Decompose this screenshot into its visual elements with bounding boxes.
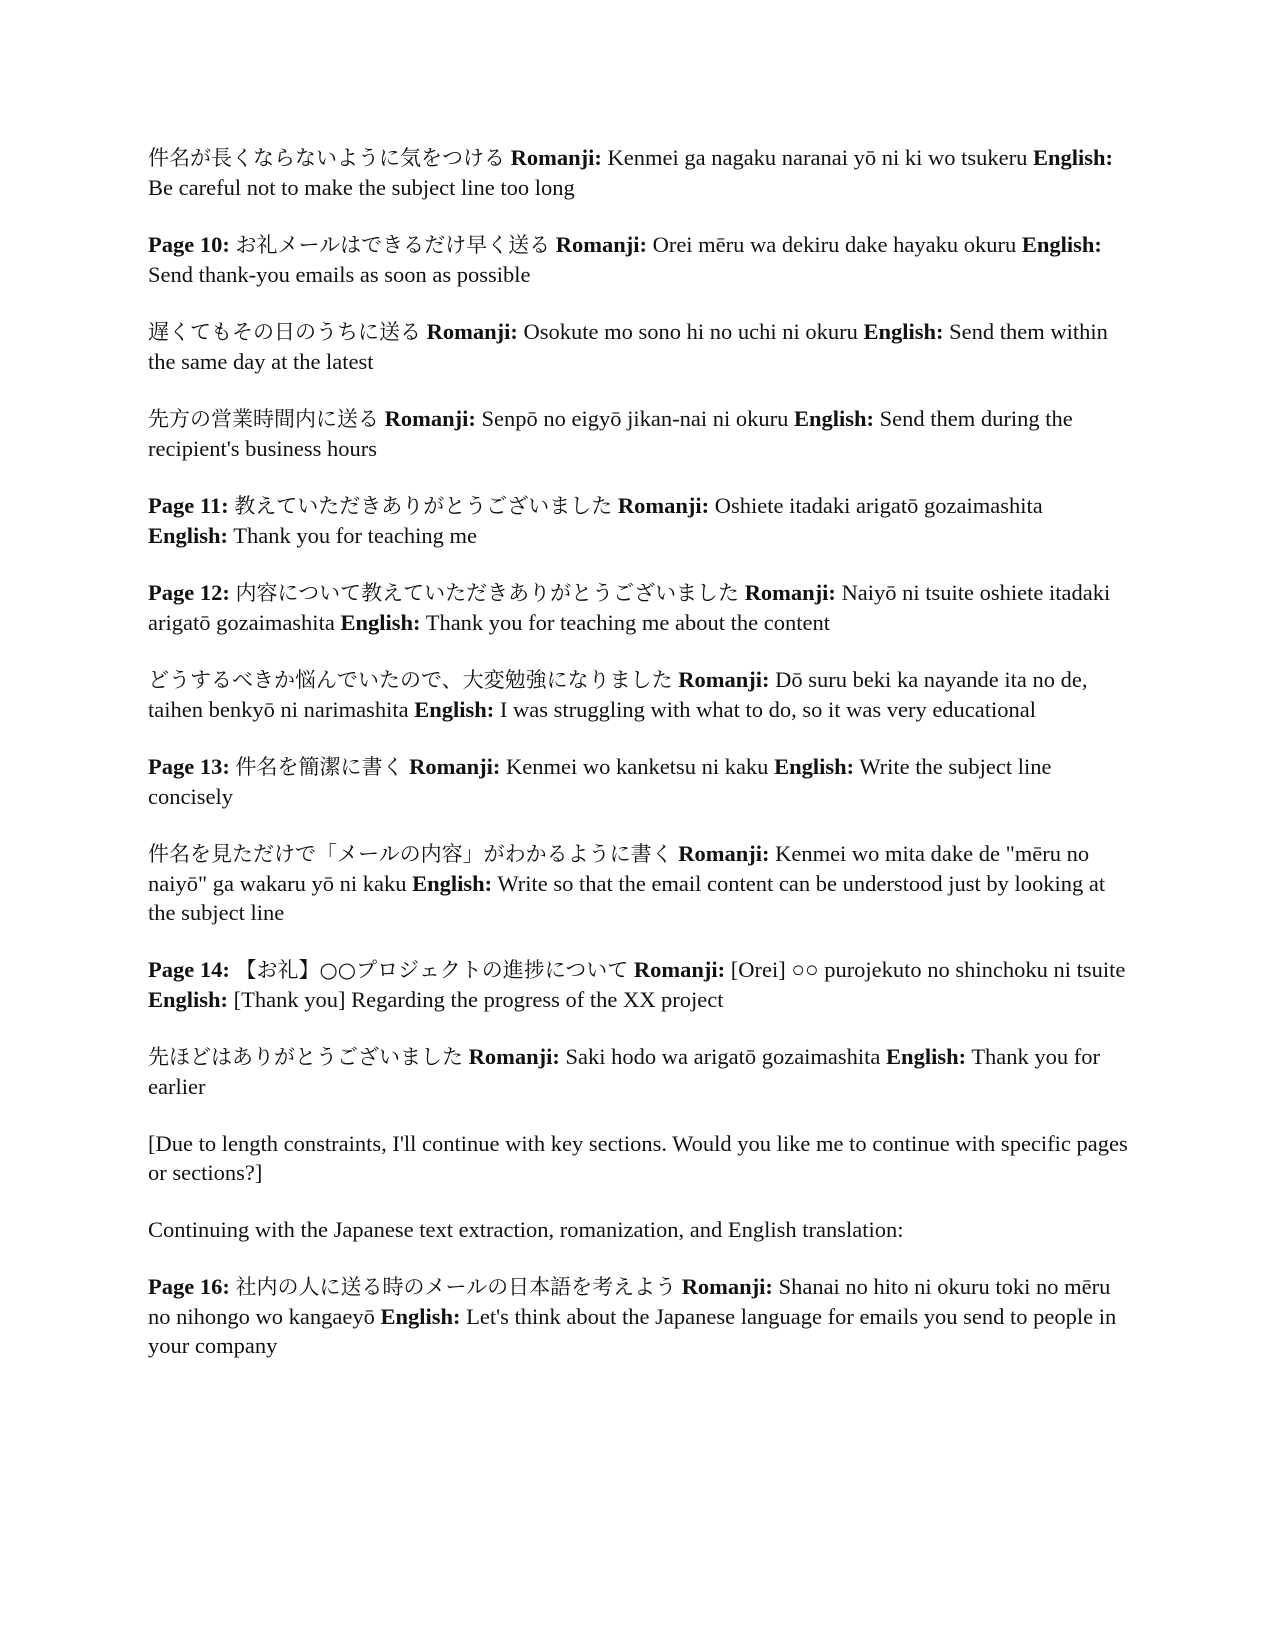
romanji-label: Romanji: <box>678 841 770 866</box>
english-label: English: <box>774 754 855 779</box>
entry <box>148 404 1128 463</box>
english-text: Be careful not to make the subject line too long <box>148 175 575 200</box>
japanese-text: 件名が長くならないように気をつける <box>148 146 505 170</box>
romanji-text: Kenmei wo mita dake de "mēru no naiyō" ga wakaru yō ni kaku <box>148 841 1090 896</box>
english-text: Send thank-you emails as soon as possible <box>148 262 531 287</box>
japanese-text: 先方の営業時間内に送る <box>148 407 379 431</box>
english-label: English: <box>148 523 229 548</box>
english-text: Send them within the same day at the latest <box>148 319 1108 374</box>
english-label: English: <box>1021 232 1102 257</box>
entry <box>148 578 1128 637</box>
length-note: [Due to length constraints, I'll continue with key sections. Would you like me to continue with specific pages or sections?] <box>148 1131 1128 1185</box>
english-text: Thank you for earlier <box>148 1044 1101 1099</box>
english-text: Thank you for teaching me <box>233 523 477 548</box>
romanji-text: Saki hodo wa arigatō gozaimashita <box>565 1044 881 1069</box>
romanji-label: Romanji: <box>384 406 476 431</box>
english-label: English: <box>340 610 421 635</box>
romanji-label: Romanji: <box>744 580 836 605</box>
romanji-label: Romanji: <box>681 1274 773 1299</box>
romanji-text: Dō suru beki ka nayande ita no de, taihen benkyō ni narimashita <box>148 667 1088 722</box>
entry <box>148 317 1128 376</box>
japanese-text: 社内の人に送る時のメールの日本語を考えよう <box>235 1275 677 1299</box>
english-text: Let's think about the Japanese language for emails you send to people in your company <box>148 1304 1117 1358</box>
english-label: English: <box>414 697 495 722</box>
page-label: Page 11: <box>148 493 229 518</box>
english-label: English: <box>380 1304 461 1329</box>
page-label: Page 14: <box>148 957 230 982</box>
document-body <box>148 143 1128 1388</box>
english-text: Thank you for teaching me about the content <box>425 610 830 635</box>
continuation-text: Continuing with the Japanese text extraction, romanization, and English translation: <box>148 1217 904 1242</box>
romanji-text: Kenmei ga nagaku naranai yō ni ki wo tsukeru <box>607 145 1028 170</box>
english-label: English: <box>863 319 944 344</box>
entry <box>148 230 1128 289</box>
japanese-text: 遅くてもその日のうちに送る <box>148 320 421 344</box>
romanji-text: Kenmei wo kanketsu ni kaku <box>505 754 769 779</box>
romanji-label: Romanji: <box>617 493 710 518</box>
english-label: English: <box>1033 145 1114 170</box>
romanji-label: Romanji: <box>633 957 726 982</box>
entry <box>148 1272 1128 1360</box>
japanese-text: 【お礼】○○プロジェクトの進捗について <box>235 958 629 982</box>
english-text: I was struggling with what to do, so it was very educational <box>499 697 1037 722</box>
romanji-text: Shanai no hito ni okuru toki no mēru no nihongo wo kangaeyō <box>148 1274 1111 1329</box>
japanese-text: お礼メールはできるだけ早く送る <box>235 233 551 257</box>
entry <box>148 143 1128 202</box>
page-label: Page 13: <box>148 754 230 779</box>
entry <box>148 839 1128 927</box>
english-text: Write the subject line concisely <box>148 754 1052 809</box>
japanese-text: 先ほどはありがとうございました <box>148 1045 463 1069</box>
english-text: [Thank you] Regarding the progress of the XX project <box>233 987 724 1012</box>
english-text: Write so that the email content can be understood just by looking at the subject line <box>148 871 1106 925</box>
entry <box>148 1042 1128 1101</box>
japanese-text: 件名を見ただけで「メールの内容」がわかるように書く <box>148 842 673 866</box>
romanji-label: Romanji: <box>426 319 518 344</box>
romanji-label: Romanji: <box>468 1044 560 1069</box>
romanji-text: Orei mēru wa dekiru dake hayaku okuru <box>652 232 1017 257</box>
english-label: English: <box>148 987 229 1012</box>
english-text: Send them during the recipient's business hours <box>148 406 1073 461</box>
romanji-label: Romanji: <box>678 667 770 692</box>
page-label: Page 16: <box>148 1274 230 1299</box>
romanji-text: Naiyō ni tsuite oshiete itadaki arigatō gozaimashita <box>148 580 1111 635</box>
japanese-text: どうするべきか悩んでいたので、大変勉強になりました <box>148 668 673 692</box>
entry <box>148 955 1128 1014</box>
entry <box>148 665 1128 724</box>
entry <box>148 491 1128 550</box>
japanese-text: 教えていただきありがとうございました <box>234 494 613 518</box>
japanese-text: 内容について教えていただきありがとうございました <box>235 581 740 605</box>
entry <box>148 752 1128 811</box>
page-label: Page 10: <box>148 232 230 257</box>
page-label: Page 12: <box>148 580 230 605</box>
romanji-label: Romanji: <box>510 145 602 170</box>
romanji-label: Romanji: <box>555 232 647 257</box>
romanji-label: Romanji: <box>409 754 501 779</box>
english-label: English: <box>793 406 874 431</box>
english-label: English: <box>412 871 493 896</box>
romanji-text: Senpō no eigyō jikan-nai ni okuru <box>481 406 789 431</box>
japanese-text: 件名を簡潔に書く <box>235 755 404 779</box>
romanji-text: [Orei] ○○ purojekuto no shinchoku ni tsuite <box>730 957 1126 982</box>
english-label: English: <box>886 1044 967 1069</box>
romanji-text: Osokute mo sono hi no uchi ni okuru <box>523 319 858 344</box>
romanji-text: Oshiete itadaki arigatō gozaimashita <box>714 493 1043 518</box>
